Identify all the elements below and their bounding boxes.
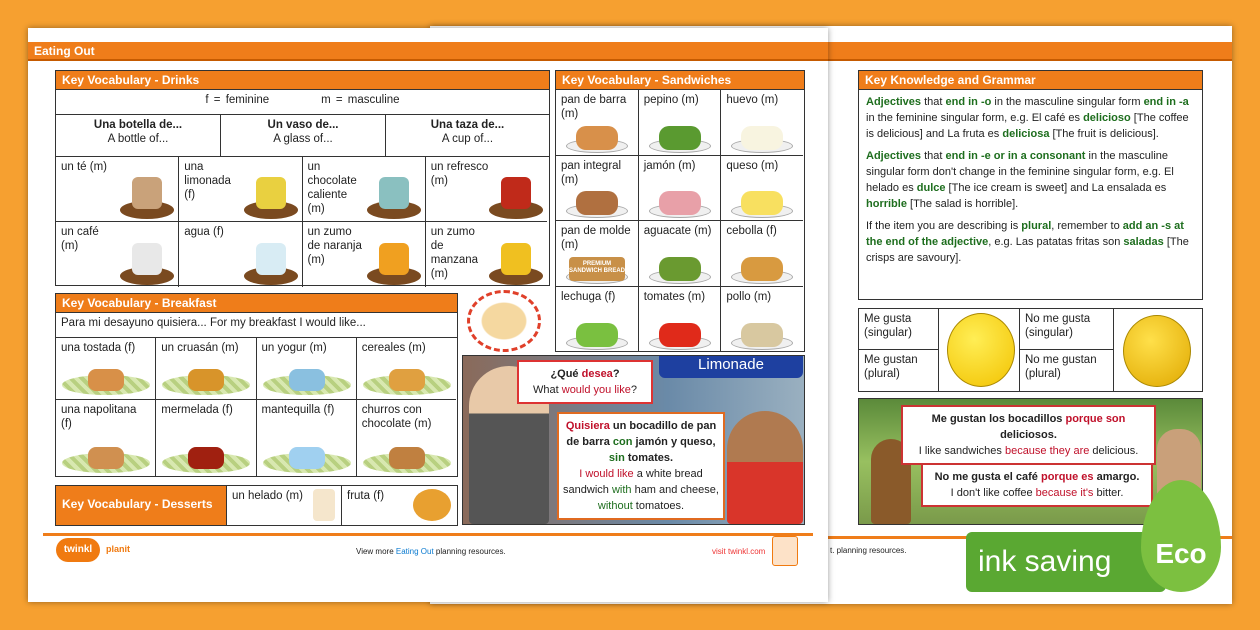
sandwich-item: cebolla (f) — [721, 221, 803, 287]
sandwiches-header: Key Vocabulary - Sandwiches — [556, 71, 804, 90]
speech-bubble-likes: Me gustan los bocadillos porque son deliciosos. I like sandwiches because they are delicious. — [901, 405, 1156, 465]
grammar-paragraph-2: Adjectives that end in -e or in a consonant in the masculine singular form don't change in the feminine singular form, e.g. El helado es dulce [The ice cream is sweet] and La ensalada es horrible [The salad is horrible]. — [866, 150, 1174, 210]
back-footer-text: t. planning resources. — [830, 546, 907, 555]
ink-saving-badge: ink saving Eco — [966, 530, 1232, 594]
speech-bubble-answer: Quisiera un bocadillo de pan de barra con jamón y queso, sin tomates. I would like a white bread sandwich with ham and cheese, without tomatoes. — [557, 412, 725, 520]
dessert-item: fruta (f) — [342, 486, 457, 525]
breakfast-header: Key Vocabulary - Breakfast — [56, 294, 457, 313]
container-column-header: Una taza de... A cup of... — [386, 115, 549, 157]
breakfast-item: mantequilla (f) — [257, 400, 357, 477]
container-column-header: Un vaso de... A glass of... — [221, 115, 386, 157]
drink-item: un zumo de naranja (m) — [303, 222, 426, 287]
page-title: Eating Out — [28, 42, 828, 61]
drink-item: un chocolate caliente (m) — [303, 157, 426, 222]
likes-table — [858, 308, 1203, 392]
sandwich-item: tomates (m) — [639, 287, 722, 353]
dessert-item: un helado (m) — [227, 486, 342, 525]
happy-face-icon — [947, 313, 1015, 387]
sandwich-item: pan de barra (m) — [556, 90, 639, 156]
sandwich-item: lechuga (f) — [556, 287, 639, 353]
drinks-header: Key Vocabulary - Drinks — [56, 71, 549, 90]
breakfast-item: una tostada (f) — [56, 338, 156, 400]
dislike-plural: No me gustan (plural) — [1019, 350, 1114, 391]
breakfast-item: un yogur (m) — [257, 338, 357, 400]
grammar-paragraph-1: Adjectives that end in -o in the masculine singular form end in -a in the feminine singular form, e.g. El café es delicioso [The coffee is delicious] and La fruta es deliciosa [The fruit is delicious]. — [866, 96, 1189, 140]
limonade-sign: Limonade — [659, 356, 803, 378]
toast-icon — [467, 290, 541, 352]
twinkl-logo: twinkl — [56, 538, 100, 562]
sandwich-item: pan de molde (m) PREMIUM SANDWICH BREAD — [556, 221, 639, 287]
desserts-box — [55, 485, 458, 526]
quality-badge-icon — [772, 536, 798, 566]
grammar-paragraph-3: If the item you are describing is plural, remember to add an -s at the end of the adjective, e.g. Las patatas fritas son saladas [The crisps are savoury]. — [866, 220, 1189, 264]
footer-view-more: View more Eating Out planning resources. — [356, 547, 506, 556]
eating-out-link[interactable]: Eating Out — [395, 547, 434, 556]
drink-item: un café (m) — [56, 222, 179, 287]
sandwich-item: jamón (m) — [639, 156, 722, 222]
grammar-box — [858, 70, 1203, 300]
bread-packet-label: PREMIUM SANDWICH BREAD — [569, 260, 625, 274]
sandwich-item: pan integral (m) — [556, 156, 639, 222]
drink-item: un refresco (m) — [426, 157, 547, 222]
drink-item: agua (f) — [179, 222, 302, 287]
boy-illustration — [727, 411, 803, 524]
speech-bubble-question: ¿Qué desea? What would you like? — [517, 360, 653, 404]
breakfast-item: mermelada (f) — [156, 400, 256, 477]
drink-item: una limonada (f) — [179, 157, 302, 222]
leaf-icon: Eco — [1141, 480, 1221, 592]
grammar-header: Key Knowledge and Grammar — [859, 71, 1202, 90]
comic-ordering — [462, 355, 805, 525]
sandwich-item: pollo (m) — [721, 287, 803, 353]
drink-item: un té (m) — [56, 157, 179, 222]
drinks-box — [55, 70, 550, 286]
gender-legend: f = feminine m = masculine — [56, 90, 549, 115]
dislike-singular: No me gusta (singular) — [1019, 309, 1114, 350]
breakfast-item: un cruasán (m) — [156, 338, 256, 400]
sandwiches-box — [555, 70, 805, 352]
like-singular: Me gusta (singular) — [859, 309, 939, 350]
breakfast-item: cereales (m) — [357, 338, 456, 400]
speech-bubble-dislikes: No me gusta el café porque es amargo. I don't like coffee because it's bitter. — [921, 463, 1153, 507]
breakfast-intro: Para mi desayuno quisiera... For my breakfast I would like... — [56, 313, 457, 338]
container-column-header: Una botella de... A bottle of... — [56, 115, 221, 157]
unhappy-face-icon — [1123, 315, 1191, 387]
sandwich-item: pepino (m) — [639, 90, 722, 156]
visit-twinkl-link[interactable]: visit twinkl.com — [712, 547, 766, 556]
sandwich-item: huevo (m) — [721, 90, 803, 156]
planit-logo: planit — [106, 544, 130, 554]
breakfast-item: una napolitana (f) — [56, 400, 156, 477]
breakfast-box — [55, 293, 458, 477]
drink-item: un zumo de manzana (m) — [426, 222, 547, 287]
desserts-header: Key Vocabulary - Desserts — [56, 486, 227, 525]
like-plural: Me gustan (plural) — [859, 350, 939, 391]
sandwich-item: aguacate (m) — [639, 221, 722, 287]
breakfast-item: churros con chocolate (m) — [357, 400, 456, 477]
sandwich-item: queso (m) — [721, 156, 803, 222]
